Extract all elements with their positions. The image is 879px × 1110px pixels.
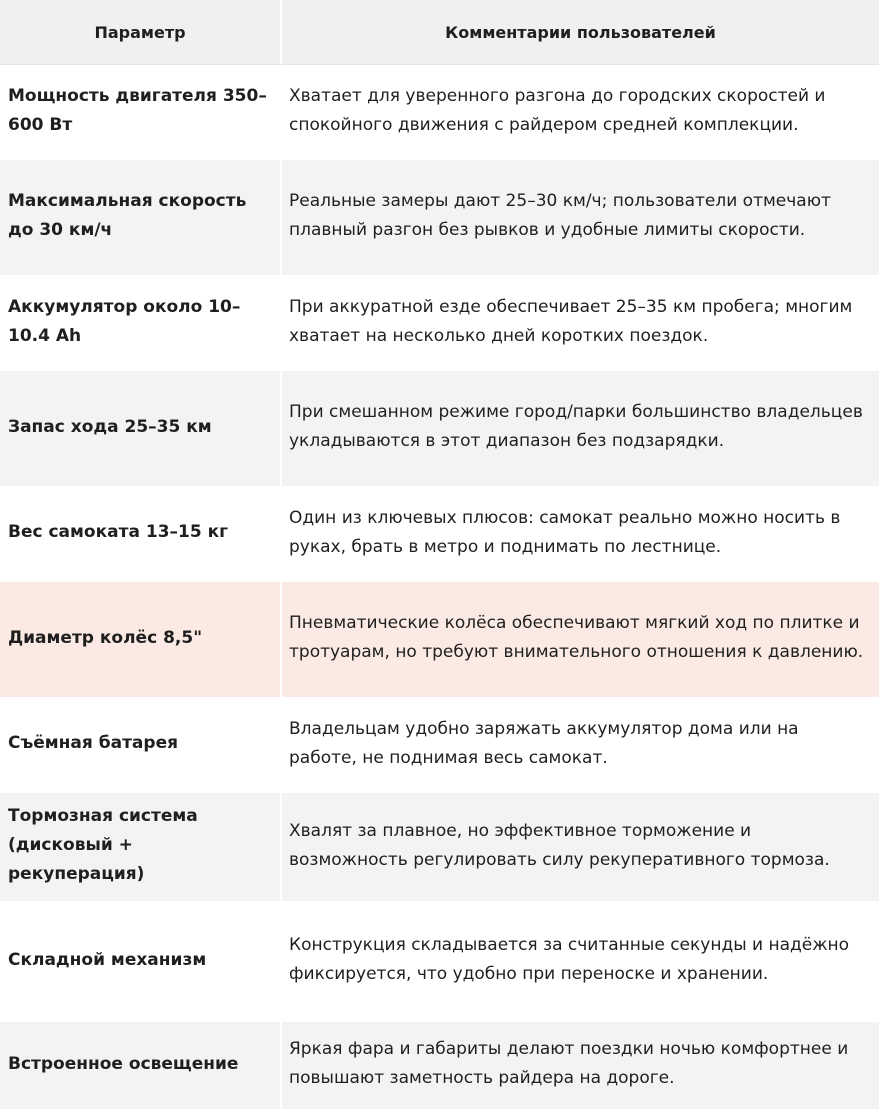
parameter-cell: Аккумулятор около 10–10.4 Ah bbox=[0, 276, 282, 371]
table-row bbox=[0, 371, 879, 487]
comment-cell: Владельцам удобно заряжать аккумулятор дома или на работе, не поднимая весь самокат. bbox=[282, 698, 879, 793]
parameter-cell: Съёмная батарея bbox=[0, 698, 282, 793]
comment-cell: Один из ключевых плюсов: самокат реально можно носить в руках, брать в метро и поднимать по лестнице. bbox=[282, 487, 879, 582]
table-row bbox=[0, 902, 879, 1022]
parameter-cell: Запас хода 25–35 км bbox=[0, 371, 282, 487]
table-row bbox=[0, 487, 879, 582]
comment-cell: Реальные замеры дают 25–30 км/ч; пользователи отмечают плавный разгон без рывков и удобные лимиты скорости. bbox=[282, 160, 879, 276]
comment-cell: Пневматические колёса обеспечивают мягкий ход по плитке и тротуарам, но требуют внимательного отношения к давлению. bbox=[282, 582, 879, 698]
comment-cell: Яркая фара и габариты делают поездки ночью комфортнее и повышают заметность райдера на дороге. bbox=[282, 1022, 879, 1110]
table-row bbox=[0, 793, 879, 902]
column-header-comments: Комментарии пользователей bbox=[282, 0, 879, 65]
parameter-cell: Вес самоката 13–15 кг bbox=[0, 487, 282, 582]
parameter-cell: Максимальная скорость до 30 км/ч bbox=[0, 160, 282, 276]
parameter-cell: Мощность двигателя 350–600 Вт bbox=[0, 65, 282, 160]
column-header-parameter: Параметр bbox=[0, 0, 282, 65]
comment-cell: Хвалят за плавное, но эффективное торможение и возможность регулировать силу рекуперативного тормоза. bbox=[282, 793, 879, 902]
comment-cell: При смешанном режиме город/парки большинство владельцев укладываются в этот диапазон без подзарядки. bbox=[282, 371, 879, 487]
comment-cell: При аккуратной езде обеспечивает 25–35 км пробега; многим хватает на несколько дней коротких поездок. bbox=[282, 276, 879, 371]
parameter-cell: Тормозная система (дисковый + рекуперация) bbox=[0, 793, 282, 902]
table-header-row bbox=[0, 0, 879, 65]
table-row bbox=[0, 276, 879, 371]
parameter-cell: Диаметр колёс 8,5" bbox=[0, 582, 282, 698]
table-row-highlighted bbox=[0, 582, 879, 698]
parameter-cell: Складной механизм bbox=[0, 902, 282, 1022]
parameter-cell: Встроенное освещение bbox=[0, 1022, 282, 1110]
table-row bbox=[0, 1022, 879, 1110]
table-row bbox=[0, 160, 879, 276]
table-row bbox=[0, 65, 879, 160]
comment-cell: Хватает для уверенного разгона до городских скоростей и спокойного движения с райдером средней комплекции. bbox=[282, 65, 879, 160]
comment-cell: Конструкция складывается за считанные секунды и надёжно фиксируется, что удобно при переноске и хранении. bbox=[282, 902, 879, 1022]
table-row bbox=[0, 698, 879, 793]
